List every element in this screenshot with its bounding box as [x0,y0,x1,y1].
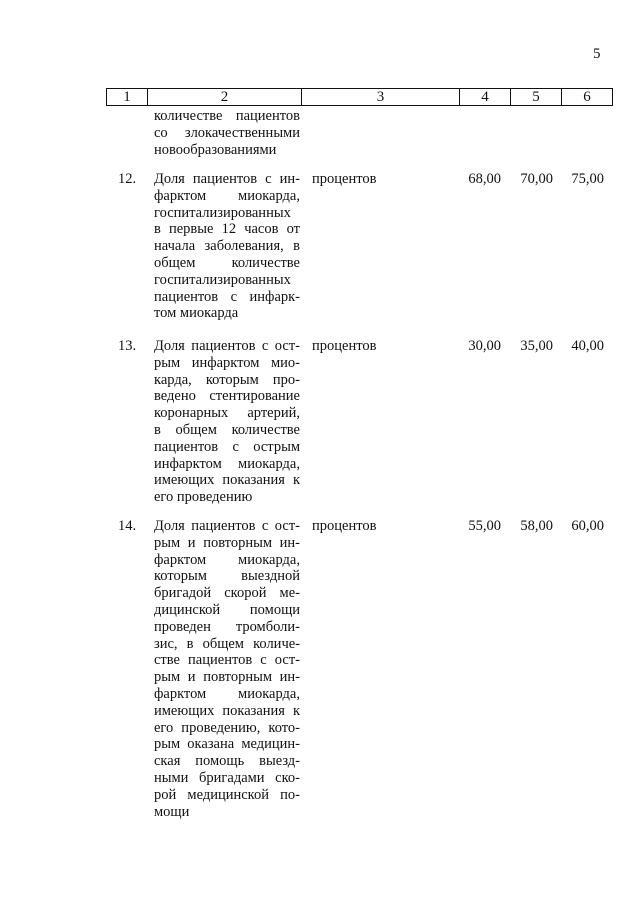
description-line: рым и повторным ин- [154,534,300,551]
description-line: мощи [154,803,190,820]
description-line: ными бригадами ско- [154,769,300,786]
description-line: рым оказана медицин- [154,736,300,753]
description-line: фарктом миокарда, [154,685,300,702]
row-description [154,338,300,506]
column-header-4: 4 [460,89,511,106]
row-description [154,171,300,322]
description-line: новообразованиями [154,141,277,158]
description-line: Доля пациентов с ост- [154,518,300,534]
description-line: госпитализированных [154,204,291,221]
description-line: Доля пациентов с ин- [154,171,300,187]
row-value-col4: 30,00 [468,338,501,354]
description-line: том миокарда [154,305,239,322]
column-header-5: 5 [511,89,562,106]
description-line: дицинской помощи [154,601,300,618]
description-line: имеющих показания к [154,472,300,489]
page-number: 5 [593,46,601,62]
description-line: проведен тромболи- [154,618,300,635]
row-value-col4: 55,00 [468,518,501,534]
row-value-col5: 35,00 [520,338,553,354]
row-number: 12. [118,171,137,187]
description-line: инфарктом миокарда, [154,455,300,472]
row-value-col5: 58,00 [520,518,553,534]
description-line: пациентов с инфарк- [154,288,300,305]
row-value-col6: 40,00 [571,338,604,354]
description-line: рым и повторным ин- [154,669,300,686]
column-header-row [107,89,613,106]
column-header-6: 6 [562,89,613,106]
description-line: общем количестве [154,254,300,271]
row-value-col4: 68,00 [468,171,501,187]
description-line: Доля пациентов с ост- [154,338,300,354]
description-line: фарктом миокарда, [154,187,300,204]
description-line: которым выездной [154,568,300,585]
row-number: 14. [118,518,137,534]
row-unit: процентов [312,338,377,354]
column-header-table [106,88,613,106]
description-line: карда, которым про- [154,371,300,388]
description-line: коронарных артерий, [154,405,300,422]
description-line: бригадой скорой ме- [154,585,300,602]
description-line: его проведению, кото- [154,719,300,736]
column-header-2: 2 [148,89,302,106]
row-description [154,518,300,820]
row-value-col6: 60,00 [571,518,604,534]
continuation-description [154,108,300,158]
row-value-col6: 75,00 [571,171,604,187]
description-line: со злокачественными [154,124,300,141]
description-line: имеющих показания к [154,702,300,719]
description-line: начала заболевания, в [154,238,300,255]
description-line: рым инфарктом мио- [154,354,300,371]
description-line: фарктом миокарда, [154,551,300,568]
row-unit: процентов [312,518,377,534]
description-line: пациентов с острым [154,438,300,455]
description-line: госпитализированных [154,271,291,288]
row-value-col5: 70,00 [520,171,553,187]
description-line: его проведению [154,489,253,506]
description-line: зис, в общем количе- [154,635,300,652]
description-line: ведено стентирование [154,388,300,405]
description-line: рой медицинской по- [154,786,300,803]
description-line: в общем количестве [154,421,300,438]
description-line: в первые 12 часов от [154,221,300,238]
column-header-1: 1 [107,89,148,106]
row-number: 13. [118,338,137,354]
description-line: количестве пациентов [154,108,300,124]
column-header-3: 3 [302,89,460,106]
row-unit: процентов [312,171,377,187]
description-line: стве пациентов с ост- [154,652,300,669]
description-line: ская помощь выезд- [154,753,300,770]
